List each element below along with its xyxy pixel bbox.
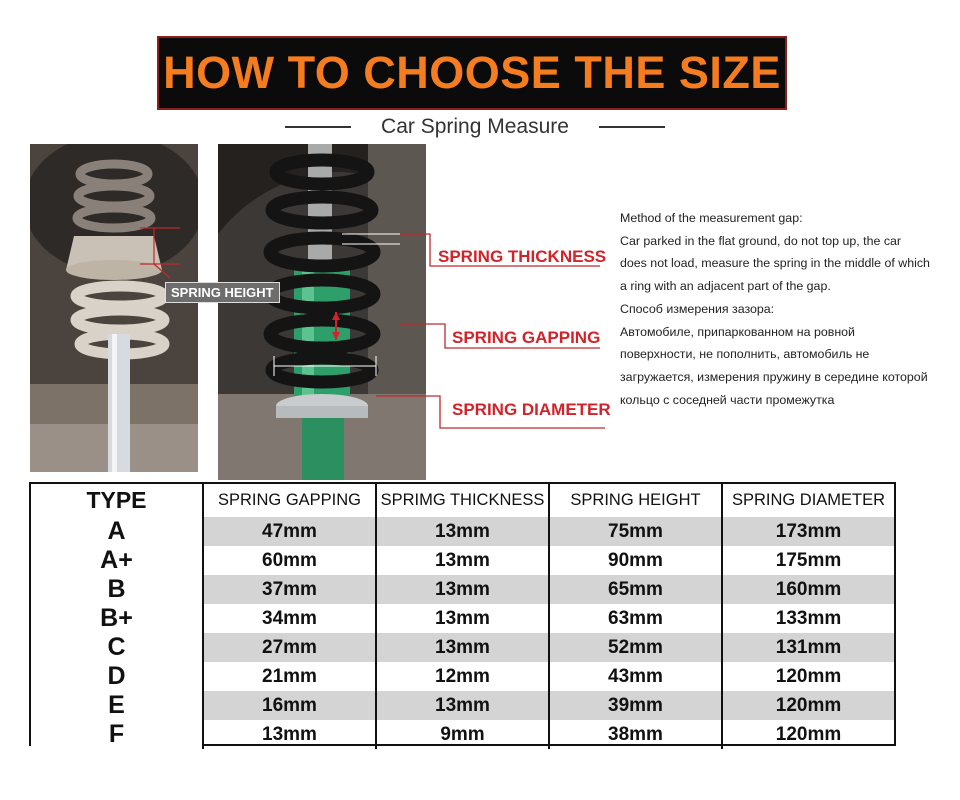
- thickness-cell: 13mm: [376, 633, 549, 662]
- table-row: [31, 604, 894, 633]
- thickness-cell: 13mm: [376, 575, 549, 604]
- thickness-cell: 13mm: [376, 691, 549, 720]
- type-cell: D: [31, 662, 203, 691]
- height-cell: 90mm: [549, 546, 722, 575]
- description-en-title: Method of the measurement gap:: [620, 211, 803, 225]
- description-ru-title: Способ измерения зазора:: [620, 301, 775, 316]
- table-row: [31, 575, 894, 604]
- header-type: TYPE: [86, 487, 147, 513]
- header-spring-gapping: SPRING GAPPING: [203, 484, 376, 517]
- thickness-cell: 13mm: [376, 604, 549, 633]
- spring-diameter-label: SPRING DIAMETER: [452, 400, 611, 419]
- height-cell: 43mm: [549, 662, 722, 691]
- gapping-cell: 21mm: [203, 662, 376, 691]
- type-cell: B+: [31, 604, 203, 633]
- height-cell: 63mm: [549, 604, 722, 633]
- diameter-cell: 133mm: [722, 604, 894, 633]
- height-cell: 65mm: [549, 575, 722, 604]
- diameter-cell: 160mm: [722, 575, 894, 604]
- height-cell: 38mm: [549, 720, 722, 749]
- gapping-cell: 16mm: [203, 691, 376, 720]
- type-cell: E: [31, 691, 203, 720]
- subtitle-text: Car Spring Measure: [381, 115, 569, 138]
- table-row: [31, 517, 894, 546]
- gapping-cell: 60mm: [203, 546, 376, 575]
- diameter-cell: 120mm: [722, 720, 894, 749]
- table-row: [31, 691, 894, 720]
- type-cell: B: [31, 575, 203, 604]
- diameter-cell: 173mm: [722, 517, 894, 546]
- thickness-cell: 12mm: [376, 662, 549, 691]
- height-cell: 39mm: [549, 691, 722, 720]
- type-cell: A+: [31, 546, 203, 575]
- table-row: [31, 633, 894, 662]
- gapping-cell: 47mm: [203, 517, 376, 546]
- diameter-cell: 120mm: [722, 691, 894, 720]
- gapping-cell: 27mm: [203, 633, 376, 662]
- diameter-cell: 131mm: [722, 633, 894, 662]
- measurement-description: [620, 207, 930, 411]
- header-spring-thickness: SPRIMG THICKNESS: [376, 484, 549, 517]
- spring-height-label: SPRING HEIGHT: [165, 282, 280, 303]
- diameter-cell: 120mm: [722, 662, 894, 691]
- gapping-cell: 34mm: [203, 604, 376, 633]
- table-row: [31, 546, 894, 575]
- gapping-cell: 13mm: [203, 720, 376, 749]
- thickness-cell: 13mm: [376, 517, 549, 546]
- thickness-cell: 13mm: [376, 546, 549, 575]
- description-en-body: Car parked in the flat ground, do not top up, the car does not load, measure the spring in the middle of which a ring with an adjacent part of the gap.: [620, 233, 930, 294]
- diameter-cell: 175mm: [722, 546, 894, 575]
- page-title: HOW TO CHOOSE THE SIZE: [163, 47, 781, 98]
- description-ru-body: Автомобиле, припаркованном на ровной поверхности, не пополнить, автомобиль не загружается, измерения пружину в середине которой кольцо с соседней части промежутка: [620, 324, 928, 407]
- height-cell: 52mm: [549, 633, 722, 662]
- table-header-row: [31, 484, 894, 517]
- gapping-cell: 37mm: [203, 575, 376, 604]
- spring-thickness-label: SPRING THICKNESS: [438, 247, 607, 266]
- height-cell: 75mm: [549, 517, 722, 546]
- type-cell: A: [31, 517, 203, 546]
- spring-gapping-label: SPRING GAPPING: [452, 328, 601, 347]
- table-row: [31, 662, 894, 691]
- header-spring-diameter: SPRING DIAMETER: [722, 484, 894, 517]
- thickness-cell: 9mm: [376, 720, 549, 749]
- header-spring-height: SPRING HEIGHT: [549, 484, 722, 517]
- table-row: [31, 720, 894, 749]
- type-cell: F: [31, 720, 203, 749]
- size-table: [29, 482, 896, 746]
- type-cell: C: [31, 633, 203, 662]
